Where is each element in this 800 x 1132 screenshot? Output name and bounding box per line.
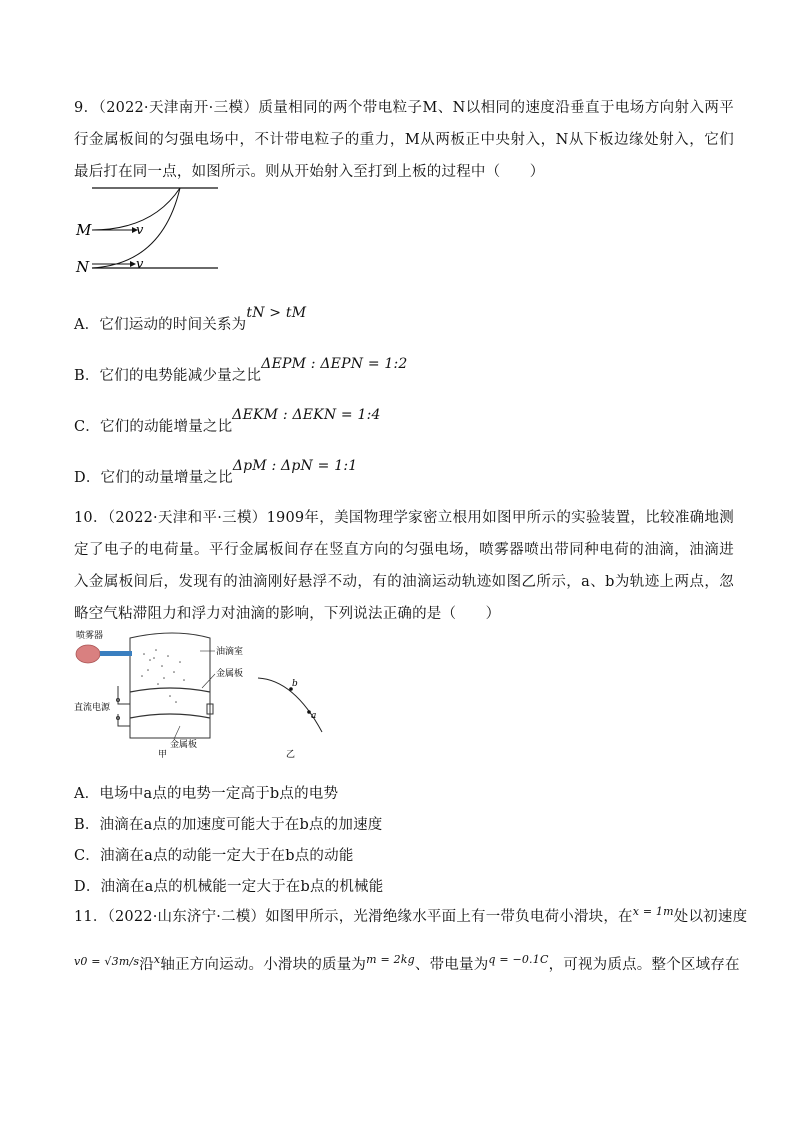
formula-b: ΔEPM : ΔEPN = 1:2 bbox=[261, 356, 408, 372]
formula-a: tN > tM bbox=[246, 305, 307, 321]
label-top-plate: 金属板 bbox=[216, 669, 244, 679]
label-v-m: v bbox=[136, 223, 144, 238]
label-v-n: v bbox=[136, 257, 144, 272]
q9-stem: 9．（2022·天津南开·三模）质量相同的两个带电粒子M、N以相同的速度沿垂直于电场方向射入两平行金属板间的匀强电场中，不计带电粒子的重力，M从两板正中央射入，N从下板边缘处射入，它们最后打在同一点，如图所示。则从开始射入至打到上板的过程中（ ） bbox=[74, 100, 734, 180]
q10-option-c: C．油滴在a点的动能一定大于在b点的动能 bbox=[74, 848, 354, 864]
label-m: M bbox=[76, 221, 92, 239]
q11-position: x = 1m bbox=[632, 905, 674, 918]
q9-option-c: C．它们的动能增量之比ΔEKM : ΔEKN = 1:4 bbox=[74, 407, 381, 435]
q11-line2: $^{v0 = √3m/s}$沿$^x$轴正方向运动。小滑块的质量为$^{m = 2kg}$、带电量为$^{q = -0.1C}$，可视为质点。整个区域存在 bbox=[74, 953, 740, 973]
q11-charge: q = −0.1C bbox=[488, 953, 549, 966]
caption-yi: 乙 bbox=[286, 750, 296, 758]
q10-figure bbox=[74, 626, 334, 758]
top-metal-plate bbox=[130, 688, 210, 692]
q9-figure bbox=[72, 182, 222, 274]
caption-jia: 甲 bbox=[158, 750, 168, 758]
q9-option-b: B．它们的电势能减少量之比ΔEPM : ΔEPN = 1:2 bbox=[74, 356, 408, 384]
bottom-metal-plate bbox=[130, 714, 210, 718]
label-a: a bbox=[311, 711, 317, 721]
q11-line1: 11．（2022·山东济宁·二模）如图甲所示，光滑绝缘水平面上有一带负电荷小滑块，在$^{x = 1m}$处以初速度 bbox=[74, 905, 748, 925]
label-chamber: 油滴室 bbox=[216, 647, 244, 657]
q11-mass: m = 2kg bbox=[366, 953, 415, 966]
oil-droplets bbox=[141, 649, 185, 703]
sprayer-nozzle bbox=[100, 651, 132, 656]
q11-velocity: v0 = √3m/s bbox=[74, 955, 140, 968]
oil-drop-trajectory bbox=[258, 678, 322, 732]
sprayer-bulb bbox=[76, 645, 100, 663]
q10-stem: 10．（2022·天津和平·三模）1909年，美国物理学家密立根用如图甲所示的实验装置，比较准确地测定了电子的电荷量。平行金属板间存在竖直方向的匀强电场，喷雾器喷出带同种电荷的油滴，油滴进入金属板间后，发现有的油滴刚好悬浮不动，有的油滴运动轨迹如图乙所示，a、b为轨迹上两点，忽略空气粘滞阻力和浮力对油滴的影响，下列说法正确的是（ ） bbox=[74, 510, 734, 622]
label-sprayer: 喷雾器 bbox=[76, 631, 104, 641]
oil-chamber bbox=[130, 633, 210, 738]
label-bottom-plate: 金属板 bbox=[170, 740, 198, 750]
q10-option-a: A．电场中a点的电势一定高于b点的电势 bbox=[74, 786, 339, 802]
label-n: N bbox=[76, 258, 90, 274]
q10-option-b: B．油滴在a点的加速度可能大于在b点的加速度 bbox=[74, 817, 383, 833]
q9-option-a: A．它们运动的时间关系为tN > tM bbox=[74, 305, 307, 333]
label-power: 直流电源 bbox=[74, 703, 111, 713]
q10-option-d: D．油滴在a点的机械能一定大于在b点的机械能 bbox=[74, 879, 384, 895]
formula-d: ΔpM : ΔpN = 1:1 bbox=[232, 458, 358, 474]
label-b: b bbox=[292, 679, 298, 689]
formula-c: ΔEKM : ΔEKN = 1:4 bbox=[232, 407, 381, 423]
q9-option-d: D．它们的动量增量之比ΔpM : ΔpN = 1:1 bbox=[74, 458, 358, 486]
